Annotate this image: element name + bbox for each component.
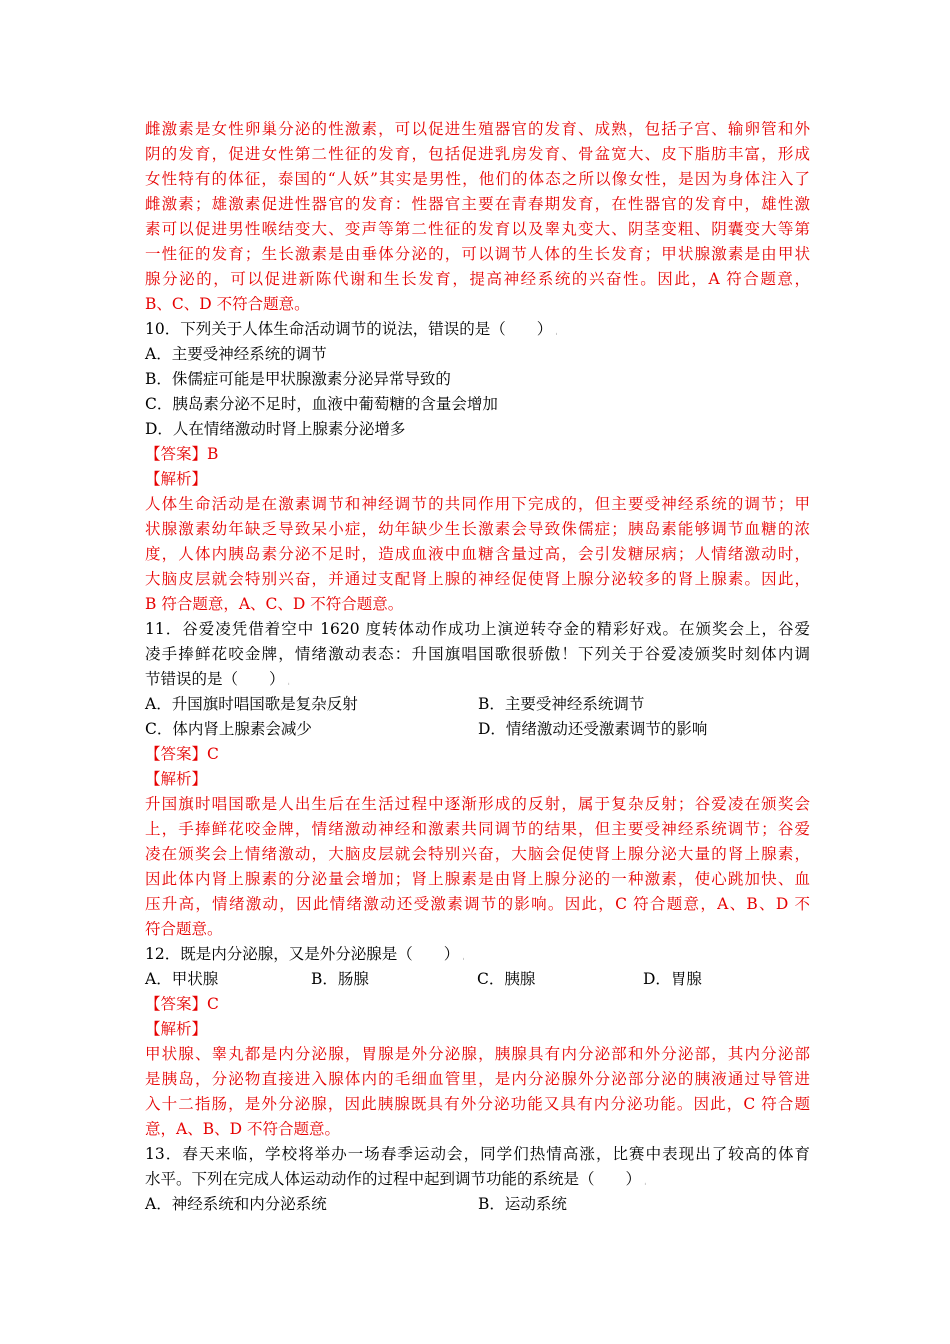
explanation-line: 是胰岛，分泌物直接进入腺体内的毛细血管里，是内分泌腺外分泌部分泌的胰液通过导管进 bbox=[145, 1070, 810, 1088]
explanation-line: 凌在颁奖会上情绪激动，大脑皮层就会特别兴奋，大脑会促使肾上腺分泌大量的肾上腺素， bbox=[145, 845, 810, 863]
option-d: D．胃腺 bbox=[643, 970, 702, 988]
explanation-line: 符合题意。 bbox=[145, 920, 223, 938]
question-stem bbox=[145, 667, 810, 692]
paragraph-mark-icon: ˌ bbox=[462, 952, 465, 962]
question-stem: 凌手捧鲜花咬金牌，情绪激动表态：升国旗唱国歌很骄傲！下列关于谷爱凌颁奖时刻体内调 bbox=[145, 645, 810, 663]
explanation-line: 度，人体内胰岛素分泌不足时，造成血液中血糖含量过高，会引发糖尿病；人情绪激动时， bbox=[145, 545, 810, 563]
option-b: B．主要受神经系统调节 bbox=[478, 695, 645, 713]
question-stem-text: 节错误的是（ ） bbox=[145, 670, 285, 688]
explanation-line: 雌激素；雄激素促进性器官的发育：性器官主要在青春期发育，在性器官的发育中，雄性激 bbox=[145, 195, 810, 213]
option-d: D．情绪激动还受激素调节的影响 bbox=[478, 720, 708, 738]
option-a: A．甲状腺 bbox=[145, 970, 219, 988]
question-stem-text: 12．既是内分泌腺，又是外分泌腺是（ ） bbox=[145, 945, 460, 963]
answer-line: 【答案】C bbox=[145, 995, 219, 1013]
paragraph-mark-icon: ˌ bbox=[644, 1177, 647, 1187]
explanation-line: B、C、D 不符合题意。 bbox=[145, 295, 310, 313]
analysis-label: 【解析】 bbox=[145, 1020, 208, 1038]
explanation-line: 人体生命活动是在激素调节和神经调节的共同作用下完成的，但主要受神经系统的调节；甲 bbox=[145, 495, 810, 513]
explanation-line: 状腺激素幼年缺乏导致呆小症，幼年缺少生长激素会导致侏儒症；胰岛素能够调节血糖的浓 bbox=[145, 520, 810, 538]
option-c: C．胰岛素分泌不足时，血液中葡萄糖的含量会增加 bbox=[145, 395, 498, 413]
answer-line: 【答案】B bbox=[145, 445, 219, 463]
analysis-label: 【解析】 bbox=[145, 770, 208, 788]
option-row bbox=[145, 1192, 810, 1217]
question-10 bbox=[145, 317, 810, 617]
explanation-line: 入十二指肠，是外分泌腺，因此胰腺既具有外分泌功能又具有内分泌功能。因此，C 符合题 bbox=[145, 1095, 810, 1113]
explanation-line: 因此体内肾上腺素的分泌量会增加；肾上腺素是由肾上腺分泌的一种激素，使心跳加快、血 bbox=[145, 870, 810, 888]
document-page bbox=[145, 117, 810, 1217]
explanation-line: 素可以促进男性喉结变大、变声等第二性征的发育以及睾丸变大、阴茎变粗、阴囊变大等第 bbox=[145, 220, 810, 238]
option-c: C．体内肾上腺素会减少 bbox=[145, 720, 312, 738]
question-13 bbox=[145, 1142, 810, 1217]
option-b: B．肠腺 bbox=[311, 970, 369, 988]
explanation-line: 一性征的发育；生长激素是由垂体分泌的，可以调节人体的生长发育；甲状腺激素是由甲状 bbox=[145, 245, 810, 263]
question-stem: 13．春天来临，学校将举办一场春季运动会，同学们热情高涨，比赛中表现出了较高的体育 bbox=[145, 1145, 810, 1163]
option-a: A．神经系统和内分泌系统 bbox=[145, 1195, 327, 1213]
option-d: D．人在情绪激动时肾上腺素分泌增多 bbox=[145, 420, 406, 438]
option-b: B．侏儒症可能是甲状腺激素分泌异常导致的 bbox=[145, 370, 451, 388]
paragraph-mark-icon: ˌ bbox=[287, 677, 290, 687]
question-11 bbox=[145, 617, 810, 942]
paragraph-mark-icon: ˌ bbox=[555, 327, 558, 337]
option-a: A．主要受神经系统的调节 bbox=[145, 345, 327, 363]
explanation-line: B 符合题意，A、C、D 不符合题意。 bbox=[145, 595, 404, 613]
explanation-line: 甲状腺、睾丸都是内分泌腺，胃腺是外分泌腺，胰腺具有内分泌部和外分泌部，其内分泌部 bbox=[145, 1045, 810, 1063]
analysis-label: 【解析】 bbox=[145, 470, 208, 488]
explanation-line: 雌激素是女性卵巢分泌的性激素，可以促进生殖器官的发育、成熟，包括子宫、输卵管和外 bbox=[145, 120, 810, 138]
question-12 bbox=[145, 942, 810, 1142]
question-stem bbox=[145, 942, 810, 967]
answer-line: 【答案】C bbox=[145, 745, 219, 763]
option-b: B．运动系统 bbox=[478, 1195, 567, 1213]
explanation-line: 升国旗时唱国歌是人出生后在生活过程中逐渐形成的反射，属于复杂反射；谷爱凌在颁奖会 bbox=[145, 795, 810, 813]
question-stem-text: 水平。下列在完成人体运动动作的过程中起到调节功能的系统是（ ） bbox=[145, 1170, 642, 1188]
explanation-line: 女性特有的体征，泰国的“人妖”其实是男性，他们的体态之所以像女性，是因为身体注入了 bbox=[145, 170, 810, 188]
explanation-line: 压升高，情绪激动，因此情绪激动还受激素调节的影响。因此，C 符合题意，A、B、D 不 bbox=[145, 895, 810, 913]
option-row bbox=[145, 717, 810, 742]
explanation-line: 意，A、B、D 不符合题意。 bbox=[145, 1120, 340, 1138]
question-stem bbox=[145, 1167, 810, 1192]
question-stem bbox=[145, 317, 810, 342]
question-stem-text: 10．下列关于人体生命活动调节的说法，错误的是（ ） bbox=[145, 320, 553, 338]
option-a: A．升国旗时唱国歌是复杂反射 bbox=[145, 695, 358, 713]
option-row bbox=[145, 967, 810, 992]
question-stem: 11．谷爱凌凭借着空中 1620 度转体动作成功上演逆转夺金的精彩好戏。在颁奖会上，谷爱 bbox=[145, 620, 810, 638]
explanation-line: 上，手捧鲜花咬金牌，情绪激动神经和激素共同调节的结果，但主要受神经系统调节；谷爱 bbox=[145, 820, 810, 838]
q9-explanation bbox=[145, 117, 810, 317]
explanation-line: 阴的发育，促进女性第二性征的发育，包括促进乳房发育、骨盆宽大、皮下脂肪丰富，形成 bbox=[145, 145, 810, 163]
explanation-line: 腺分泌的，可以促进新陈代谢和生长发育，提高神经系统的兴奋性。因此，A 符合题意， bbox=[145, 270, 810, 288]
explanation-line: 大脑皮层就会特别兴奋，并通过支配肾上腺的神经促使肾上腺分泌较多的肾上腺素。因此， bbox=[145, 570, 810, 588]
option-row bbox=[145, 692, 810, 717]
option-c: C．胰腺 bbox=[477, 970, 536, 988]
